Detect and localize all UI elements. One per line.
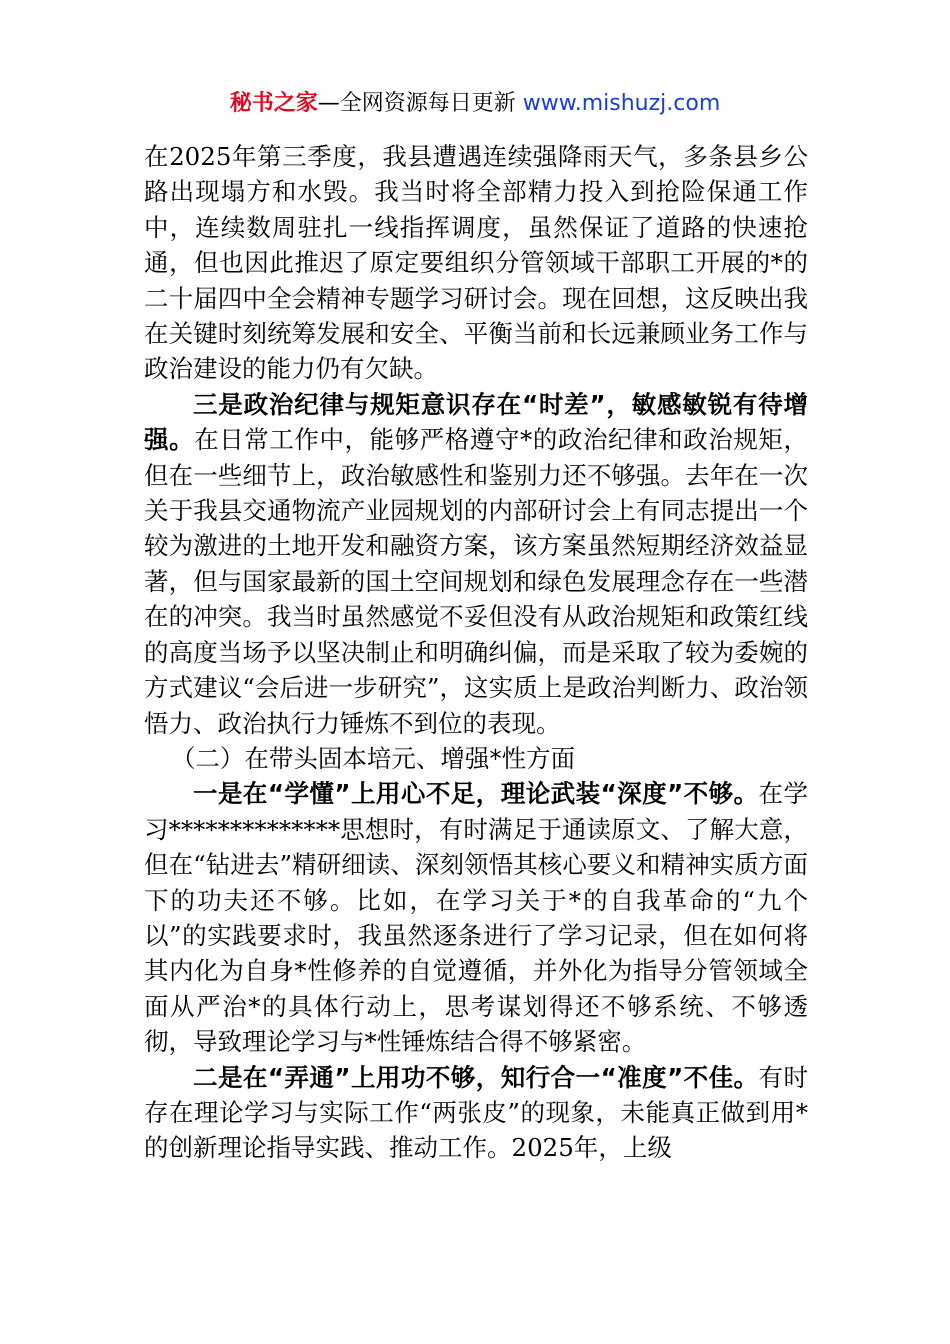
site-slogan: —全网资源每日更新 [317,91,523,116]
paragraph-text: 在日常工作中，能够严格遵守*的政治纪律和政治规矩，但在一些细节上，政治敏感性和鉴别力还不够强。去年在一次关于我县交通物流产业园规划的内部研讨会上有同志提出一个较为激进的土地开发和融资方案，该方案虽然短期经济效益显著，但与国家最新的国土空间规划和绿色发展理念存在一些潜在的冲突。我当时虽然感觉不妥但没有从政治规矩和政策红线的高度当场予以坚决制止和明确纠偏，而是采取了较为委婉的方式建议“会后进一步研究”，这实质上是政治判断力、政治领悟力、政治执行力锤炼不到位的表现。 [144,425,809,738]
paragraph-theory-study [144,776,808,1059]
paragraph-continuation: 在2025年第三季度，我县遭遇连续强降雨天气，多条县乡公路出现塌方和水毁。我当时将全部精力投入到抢险保通工作中，连续数周驻扎一线指挥调度，虽然保证了道路的快速抢通，但也因此推迟了原定要组织分管领域干部职工开展的*的二十届四中全会精神专题学习研讨会。现在回想，这反映出我在关键时刻统筹发展和安全、平衡当前和长远兼顾业务工作与政治建设的能力仍有欠缺。 [144,142,808,384]
paragraph-text: 在学习**************思想时，有时满足于通读原文、了解大意，但在“钻进去”精研细读、深刻领悟其核心要义和精神实质方面下的功夫还不够。比如，在学习关于*的自我革命的“九个以”的实践要求时，我虽然逐条进行了学习记录，但在如何将其内化为自身*性修养的自觉遵循，并外化为指导分管领域全面从严治*的具体行动上，思考谋划得还不够系统、不够透彻，导致理论学习与*性锤炼结合得不够紧密。 [144,779,809,1057]
paragraph-heading: 三是政治纪律与规矩意识存在“时差”，敏感敏锐有待增强。 [144,389,808,455]
paragraph-knowledge-action [144,1060,808,1166]
site-brand: 秘书之家 [229,91,318,116]
section-heading: （二）在带头固本培元、增强*性方面 [170,743,576,773]
paragraph-heading: 一是在“学懂”上用心不足，理论武装“深度”不够。 [193,779,759,809]
site-header [0,88,950,120]
paragraph-text: 有时存在理论学习与实际工作“两张皮”的现象，未能真正做到用*的创新理论指导实践、推动工作。2025年，上级 [144,1062,809,1163]
site-url-link[interactable]: www.mishuzj.com [522,91,721,116]
document-body [144,139,808,1166]
paragraph-political-discipline [144,387,808,741]
paragraph-heading: 二是在“弄通”上用功不够，知行合一“准度”不佳。 [193,1062,759,1092]
